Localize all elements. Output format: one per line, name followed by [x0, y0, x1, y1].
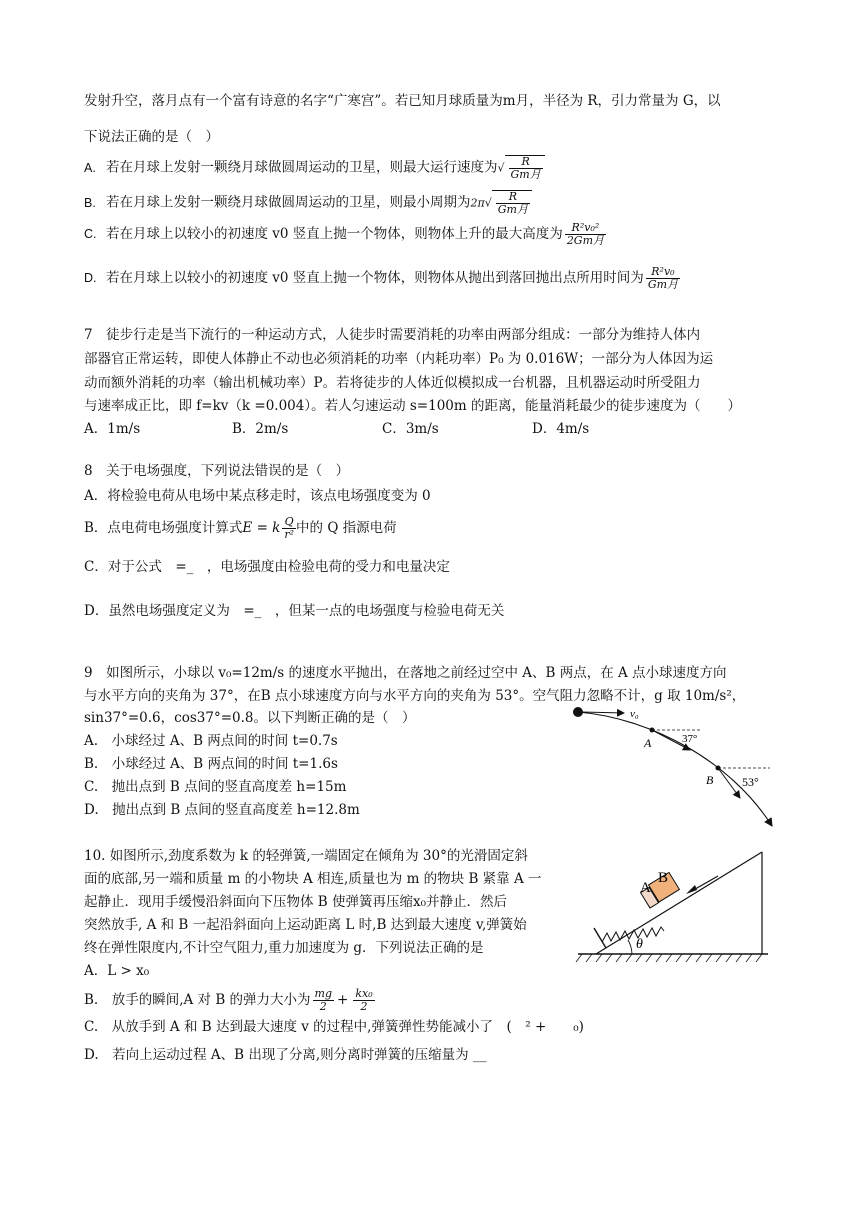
option-text: 若在月球上发射一颗绕月球做圆周运动的卫星，则最小周期为 [106, 194, 471, 211]
q7-option-a: A．1m/s [84, 421, 141, 437]
q7-line1: 7 徒步行走是当下流行的一种运动方式，人徒步时需要消耗的功率由两部分组成：一部分为维持人体内 [84, 327, 701, 343]
q8-option-a: A．将检验电荷从电场中某点移走时，该点电场强度变为 0 [84, 488, 431, 504]
block-b-label: B [658, 870, 669, 886]
q7-option-d: D．4m/s [532, 421, 590, 437]
angle-53-label: 53° [742, 775, 759, 789]
q6-option-d [84, 266, 680, 291]
sqrt-expression: √ $\frac{R}{\text{Gm月}}$ [498, 155, 545, 181]
projectile-figure [560, 700, 790, 835]
q8-stem: 8 关于电场强度，下列说法错误的是（ ） [84, 463, 350, 479]
incline-spring-figure [574, 848, 774, 970]
q9-option-c: C. 抛出点到 B 点间的竖直高度差 h=15m [84, 779, 347, 795]
q8-option-d: D．虽然电场强度定义为 =_ ，但某一点的电场强度与检验电荷无关 [84, 603, 505, 619]
q9-option-a: A. 小球经过 A、B 两点间的时间 t=0.7s [84, 733, 338, 749]
v0-label: v₀ [630, 708, 639, 720]
option-label: D. [84, 271, 97, 285]
q10-line2: 面的底部,另一端和质量 m 的小物块 A 相连,质量也为 m 的物块 B 紧靠 A 一 [84, 871, 542, 887]
angle-arc [628, 940, 632, 954]
q10-line5: 终在弹性限度内,不计空气阻力,重力加速度为 g．下列说法正确的是 [84, 940, 484, 956]
time-fraction: $\frac{\text{R²v₀}}{\text{Gm月}}$ [647, 265, 679, 291]
option-text: 若在月球上以较小的初速度 v0 竖直上抛一个物体，则物体上升的最大高度为 [106, 226, 563, 242]
q6-stem-line2: 下说法正确的是（ ） [84, 129, 219, 145]
option-text: 若在月球上发射一颗绕月球做圆周运动的卫星，则最大运行速度为 [106, 159, 498, 176]
q10-line1: 10. 如图所示,劲度系数为 k 的轻弹簧,一端固定在倾角为 30°的光滑固定斜 [84, 848, 528, 864]
point-a-label: A [644, 736, 652, 750]
option-label: B. [84, 195, 96, 210]
q7-line4: 与速率成正比，即 f=kv（k =0.004）。若人匀速运动 s=100m 的距离，能量消耗最少的徒步速度为（ ） [84, 398, 741, 414]
angle-37-label: 37° [682, 733, 698, 745]
q6-option-a [84, 155, 545, 181]
q10-option-d: D. 若向上运动过程 A、B 出现了分离,则分离时弹簧的压缩量为 __ [84, 1047, 487, 1063]
q10-line3: 起静止．现用手缓慢沿斜面向下压物体 B 使弹簧再压缩x₀并静止．然后 [84, 894, 508, 910]
q7-line3: 动而额外消耗的功率（输出机械功率）P。若将徒步的人体近似模拟成一台机器，且机器运动时所受阻力 [84, 375, 701, 391]
theta-label: θ [636, 937, 643, 952]
q10-option-b: B. 放手的瞬间,A 对 B 的弹力大小为 $\frac{mg}{2}$ + $\frac{\text{kx₀}}{2}$ [84, 987, 373, 1013]
q10-line4: 突然放手, A 和 B 一起沿斜面向上运动距离 L 时,B 达到最大速度 v,弹簧始 [84, 917, 527, 933]
ground-hatching [576, 954, 762, 962]
q9-option-b: B. 小球经过 A、B 两点间的时间 t=1.6s [84, 756, 338, 772]
q9-option-d: D. 抛出点到 B 点间的竖直高度差 h=12.8m [84, 802, 360, 818]
q9-line3: sin37°=0.6，cos37°=0.8。以下判断正确的是（ ） [84, 710, 416, 726]
spring [602, 927, 664, 942]
q6-stem-line1: 发射升空，落月点有一个富有诗意的名字“广寒宫”。若已知月球质量为m月，半径为 R，引力常量为 G，以 [84, 93, 721, 109]
q9-line1: 9 如图所示，小球以 v₀=12m/s 的速度水平抛出，在落地之前经过空中 A、B 两点，在 A 点小球速度方向 [84, 665, 727, 681]
option-label: A. [84, 160, 96, 175]
q7-option-c: C．3m/s [382, 421, 439, 437]
field-formula: E = k [242, 520, 281, 536]
option-text: 若在月球上以较小的初速度 v0 竖直上抛一个物体，则物体从抛出到落回抛出点所用时间为 [106, 270, 644, 286]
q10-option-a: A．L > x₀ [84, 963, 150, 979]
q8-option-c: C．对于公式 =_ ，电场强度由检验电荷的受力和电量决定 [84, 559, 450, 575]
trajectory-curve [578, 712, 772, 826]
q8-option-b: B．点电荷电场强度计算式E = k $\frac{Q}{\text{r²}}$ 中的 Q 指源电荷 [84, 515, 397, 541]
block-a-label: A [640, 880, 651, 896]
height-fraction: $\frac{\text{R²v₀²}}{\text{2Gm月}}$ [566, 221, 605, 247]
q7-line2: 部器官正常运转，即使人体静止不动也必须消耗的功率（内耗功率）P₀ 为 0.016W；一部分为人体因为运 [84, 351, 714, 367]
q7-option-b: B．2m/s [232, 421, 289, 437]
q9-line2: 与水平方向的夹角为 37°，在B 点小球速度方向与水平方向的夹角为 53°。空气阻力忽略不计，g 取 10m/s²， [84, 688, 746, 704]
q10-option-c: C. 从放手到 A 和 B 达到最大速度 v 的过程中,弹簧弹性势能减小了 ( ² + ₀) [84, 1019, 584, 1035]
period-expression: 2π√ $\frac{R}{\text{Gm月}}$ [471, 190, 532, 216]
point-b-label: B [706, 773, 714, 787]
q6-option-c [84, 222, 606, 247]
option-label: C. [84, 227, 97, 241]
q6-option-b [84, 190, 532, 216]
